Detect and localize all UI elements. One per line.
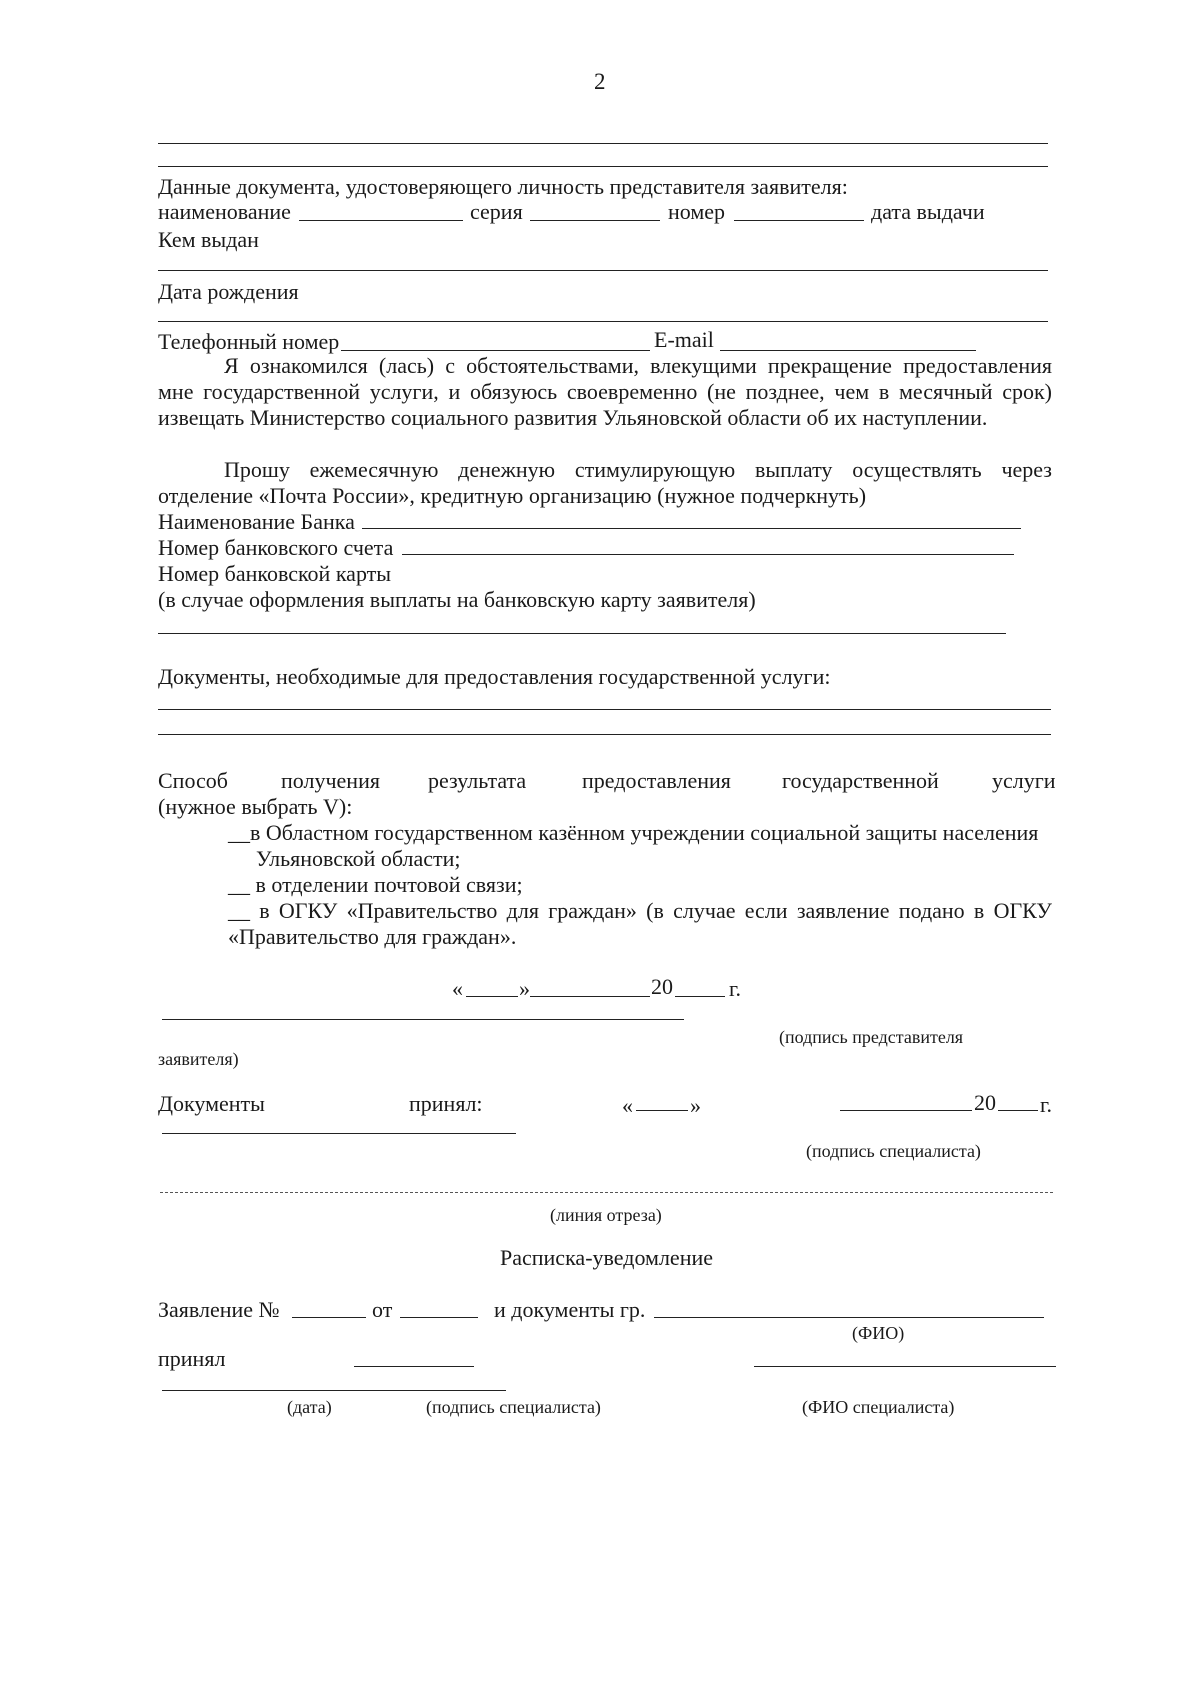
cut-line-label: (линия отреза) bbox=[550, 1205, 662, 1225]
account-number-field[interactable] bbox=[402, 554, 1014, 555]
method-line-2: (нужное выбрать V): bbox=[158, 794, 353, 819]
accepted-day-field[interactable] bbox=[636, 1110, 688, 1111]
doc-name-field[interactable] bbox=[299, 220, 463, 221]
birth-date-field[interactable] bbox=[158, 321, 1048, 322]
receipt-from-label: от bbox=[372, 1297, 393, 1322]
doc-number-label: номер bbox=[668, 199, 726, 224]
receipt-application-number-field[interactable] bbox=[292, 1317, 366, 1318]
acknowledgement-line-1: Я ознакомился (лась) с обстоятельствами, влекущими прекращение предоставления bbox=[224, 353, 1052, 378]
specialist-signature-field[interactable] bbox=[162, 1133, 516, 1134]
receipt-fio-caption: (ФИО) bbox=[852, 1323, 905, 1343]
receipt-specialist-fio-field[interactable] bbox=[754, 1366, 1056, 1367]
method-option-1-line-2: Ульяновской области; bbox=[256, 846, 461, 871]
method-word-4: предоставления bbox=[582, 768, 731, 793]
date-open-quote: « bbox=[452, 976, 463, 1001]
receipt-title: Расписка-уведомление bbox=[500, 1245, 714, 1270]
method-option-1-line-1[interactable]: __в Областном государственном казённом учреждении социальной защиты населения bbox=[228, 820, 1039, 845]
page-number: 2 bbox=[594, 69, 606, 94]
identity-doc-heading: Данные документа, удостоверяющего личность представителя заявителя: bbox=[158, 174, 848, 199]
method-option-3-line-2: «Правительство для граждан». bbox=[228, 924, 517, 949]
account-number-label: Номер банковского счета bbox=[158, 535, 394, 560]
accepted-documents-word: Документы bbox=[158, 1091, 265, 1116]
documents-field-2[interactable] bbox=[158, 734, 1051, 735]
email-field[interactable] bbox=[720, 350, 976, 351]
method-word-3: результата bbox=[428, 768, 527, 793]
phone-field[interactable] bbox=[341, 350, 650, 351]
doc-name-label: наименование bbox=[158, 199, 291, 224]
doc-number-field[interactable] bbox=[734, 220, 864, 221]
method-word-1: Способ bbox=[158, 768, 228, 793]
receipt-date-field[interactable] bbox=[354, 1366, 474, 1367]
bank-name-label: Наименование Банка bbox=[158, 509, 355, 534]
card-number-field[interactable] bbox=[158, 633, 1006, 634]
receipt-citizen-fio-field[interactable] bbox=[654, 1317, 1044, 1318]
receipt-specialist-signature-field[interactable] bbox=[162, 1390, 506, 1391]
method-word-2: получения bbox=[281, 768, 380, 793]
doc-series-label: серия bbox=[470, 199, 523, 224]
blank-line-top-2[interactable] bbox=[158, 166, 1048, 167]
date-year-suffix: г. bbox=[729, 976, 742, 1001]
issued-by-field[interactable] bbox=[158, 270, 1048, 271]
representative-signature-caption-2: заявителя) bbox=[158, 1049, 239, 1069]
birth-date-label: Дата рождения bbox=[158, 279, 299, 304]
accepted-open-quote: « bbox=[622, 1093, 633, 1118]
method-word-5: государственной bbox=[782, 768, 939, 793]
receipt-from-field[interactable] bbox=[400, 1317, 478, 1318]
accepted-year-prefix: 20 bbox=[974, 1090, 996, 1115]
date-close-quote: » bbox=[519, 976, 530, 1001]
cut-line bbox=[160, 1192, 1053, 1193]
payment-line-1: Прошу ежемесячную денежную стимулирующую выплату осуществлять через bbox=[224, 457, 1052, 482]
receipt-date-caption: (дата) bbox=[287, 1397, 332, 1417]
date-day-field[interactable] bbox=[466, 996, 518, 997]
email-label: E-mail bbox=[654, 327, 714, 352]
bank-name-field[interactable] bbox=[362, 528, 1021, 529]
documents-field-1[interactable] bbox=[158, 709, 1051, 710]
accepted-word: принял: bbox=[409, 1091, 483, 1116]
method-word-6: услуги bbox=[992, 768, 1056, 793]
accepted-year-suffix: г. bbox=[1040, 1092, 1053, 1117]
acknowledgement-line-3: извещать Министерство социального развития Ульяновской области об их наступлении. bbox=[158, 405, 988, 430]
doc-issue-date-label: дата выдачи bbox=[871, 199, 985, 224]
issued-by-label: Кем выдан bbox=[158, 227, 259, 252]
specialist-signature-caption: (подпись специалиста) bbox=[806, 1141, 981, 1161]
date-year-prefix: 20 bbox=[651, 974, 673, 999]
documents-label: Документы, необходимые для предоставления государственной услуги: bbox=[158, 664, 831, 689]
blank-line-top-1[interactable] bbox=[158, 143, 1048, 144]
receipt-application-label: Заявление № bbox=[158, 1297, 280, 1322]
payment-line-2: отделение «Почта России», кредитную организацию (нужное подчеркнуть) bbox=[158, 483, 867, 508]
phone-label: Телефонный номер bbox=[158, 329, 340, 354]
date-month-field[interactable] bbox=[530, 996, 650, 997]
card-note: (в случае оформления выплаты на банковскую карту заявителя) bbox=[158, 587, 756, 612]
method-option-2[interactable]: __ в отделении почтовой связи; bbox=[228, 872, 523, 897]
accepted-close-quote: » bbox=[690, 1093, 701, 1118]
representative-signature-caption-1: (подпись представителя bbox=[779, 1027, 964, 1047]
accepted-year-field[interactable] bbox=[998, 1110, 1038, 1111]
acknowledgement-line-2: мне государственной услуги, и обязуюсь своевременно (не позднее, чем в месячный срок) bbox=[158, 379, 1052, 404]
receipt-signature-caption: (подпись специалиста) bbox=[426, 1397, 601, 1417]
receipt-accepted-label: принял bbox=[158, 1346, 226, 1371]
doc-series-field[interactable] bbox=[530, 220, 660, 221]
accepted-month-field[interactable] bbox=[840, 1110, 972, 1111]
receipt-fio-specialist-caption: (ФИО специалиста) bbox=[802, 1397, 955, 1417]
method-option-3-line-1[interactable]: __ в ОГКУ «Правительство для граждан» (в случае если заявление подано в ОГКУ bbox=[228, 898, 1052, 923]
representative-signature-field[interactable] bbox=[162, 1019, 684, 1020]
receipt-documents-label: и документы гр. bbox=[494, 1297, 646, 1322]
card-number-label: Номер банковской карты bbox=[158, 561, 392, 586]
date-year-field[interactable] bbox=[675, 996, 725, 997]
